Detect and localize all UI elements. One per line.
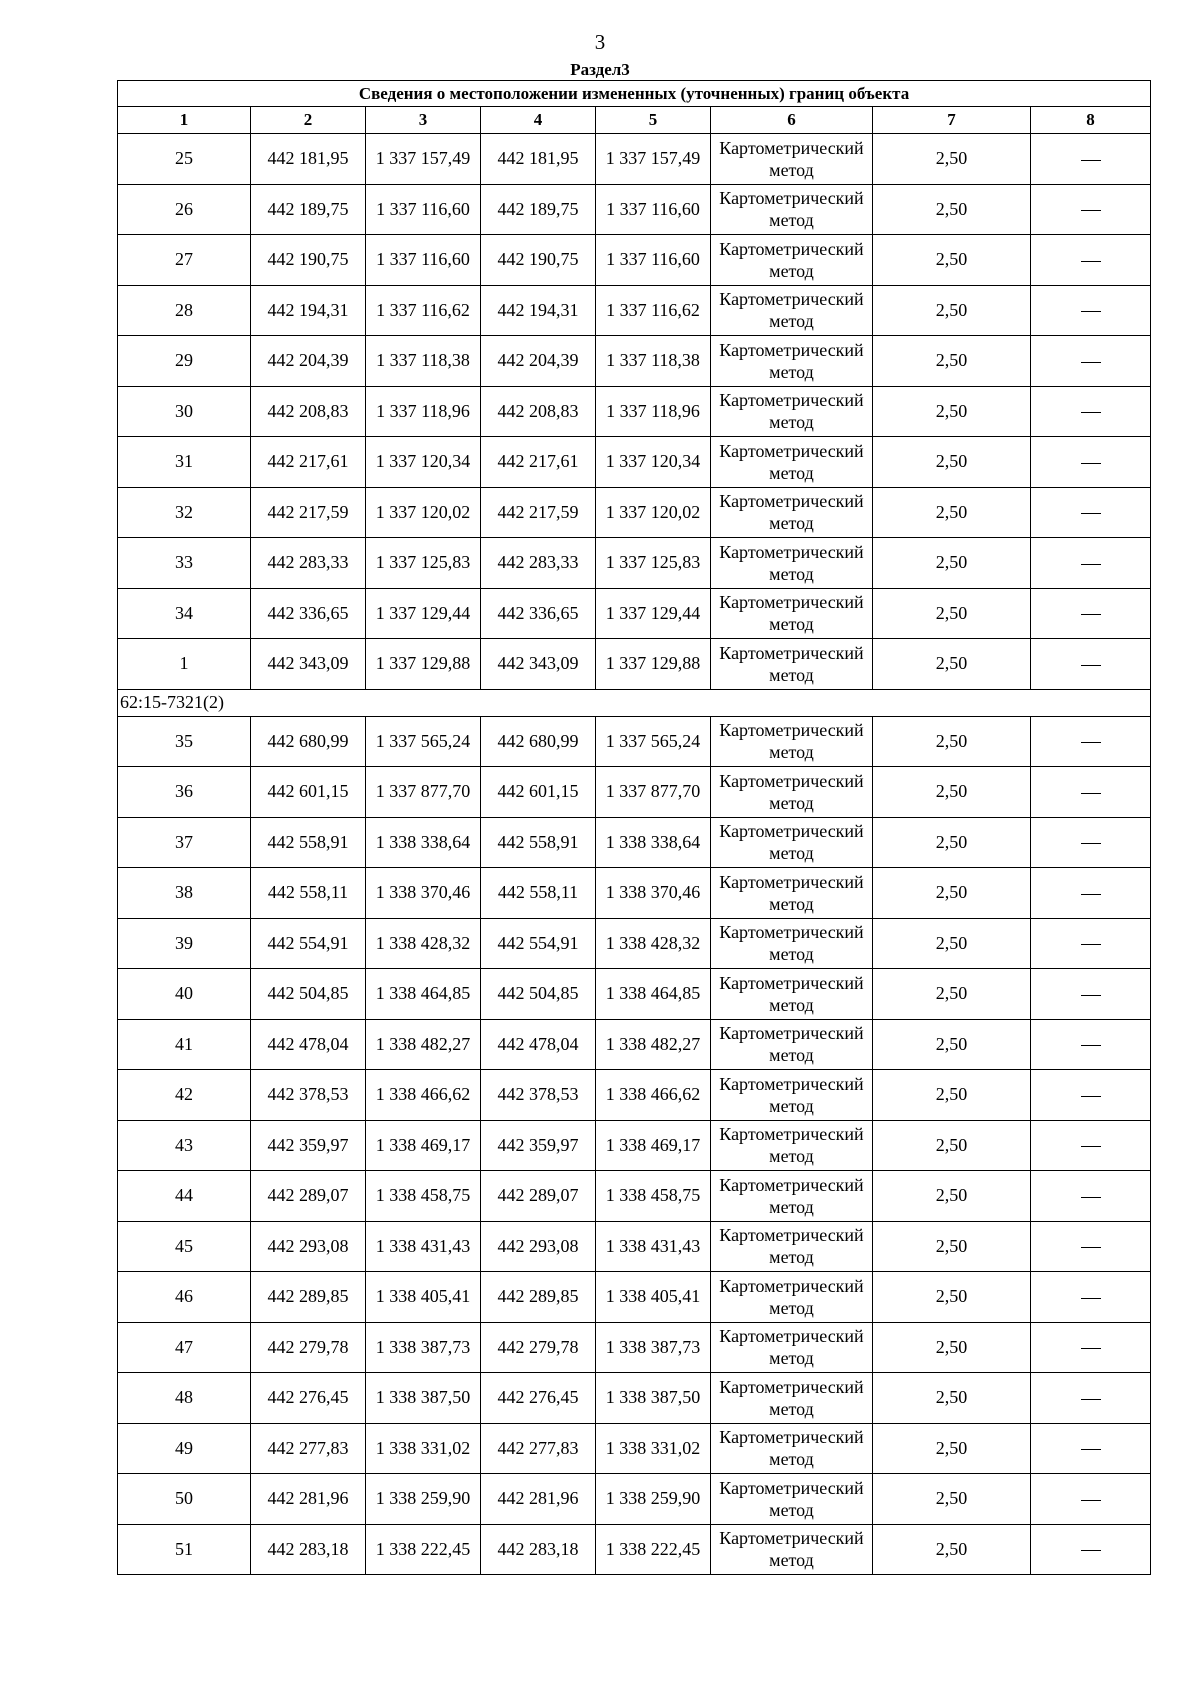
dash-mark <box>1081 1550 1101 1551</box>
x-new-cell: 442 601,15 <box>481 767 596 818</box>
y-old-cell: 1 337 125,83 <box>366 538 481 589</box>
y-new-cell: 1 337 565,24 <box>596 716 711 767</box>
coordinates-table <box>117 80 1151 1575</box>
dash-mark <box>1081 995 1101 996</box>
x-new-cell: 442 181,95 <box>481 134 596 185</box>
method-cell: Картометрический метод <box>711 134 873 185</box>
description-cell <box>1031 235 1151 286</box>
point-number-cell: 38 <box>118 868 251 919</box>
y-new-cell: 1 338 370,46 <box>596 868 711 919</box>
dash-mark <box>1081 261 1101 262</box>
x-new-cell: 442 504,85 <box>481 969 596 1020</box>
y-new-cell: 1 337 120,34 <box>596 437 711 488</box>
dash-mark <box>1081 1348 1101 1349</box>
column-number: 7 <box>873 107 1031 134</box>
y-old-cell: 1 338 431,43 <box>366 1221 481 1272</box>
point-number-cell: 40 <box>118 969 251 1020</box>
column-number: 2 <box>251 107 366 134</box>
accuracy-cell: 2,50 <box>873 134 1031 185</box>
point-number-cell: 36 <box>118 767 251 818</box>
accuracy-cell: 2,50 <box>873 487 1031 538</box>
accuracy-cell: 2,50 <box>873 639 1031 690</box>
accuracy-cell: 2,50 <box>873 1019 1031 1070</box>
y-new-cell: 1 338 431,43 <box>596 1221 711 1272</box>
accuracy-cell: 2,50 <box>873 1423 1031 1474</box>
y-new-cell: 1 337 157,49 <box>596 134 711 185</box>
method-cell: Картометрический метод <box>711 918 873 969</box>
column-number: 8 <box>1031 107 1151 134</box>
dash-mark <box>1081 1399 1101 1400</box>
point-number-cell: 47 <box>118 1322 251 1373</box>
method-cell: Картометрический метод <box>711 868 873 919</box>
x-new-cell: 442 277,83 <box>481 1423 596 1474</box>
table-row <box>118 1272 1151 1323</box>
accuracy-cell: 2,50 <box>873 817 1031 868</box>
dash-mark <box>1081 412 1101 413</box>
y-new-cell: 1 337 125,83 <box>596 538 711 589</box>
y-old-cell: 1 338 387,73 <box>366 1322 481 1373</box>
column-number: 6 <box>711 107 873 134</box>
x-old-cell: 442 181,95 <box>251 134 366 185</box>
table-row <box>118 918 1151 969</box>
point-number-cell: 42 <box>118 1070 251 1121</box>
y-new-cell: 1 337 120,02 <box>596 487 711 538</box>
y-new-cell: 1 338 222,45 <box>596 1524 711 1575</box>
page-number: 3 <box>594 30 606 54</box>
point-number-cell: 48 <box>118 1373 251 1424</box>
method-cell: Картометрический метод <box>711 639 873 690</box>
method-cell: Картометрический метод <box>711 1171 873 1222</box>
y-old-cell: 1 338 482,27 <box>366 1019 481 1070</box>
x-old-cell: 442 217,59 <box>251 487 366 538</box>
x-new-cell: 442 190,75 <box>481 235 596 286</box>
description-cell <box>1031 1524 1151 1575</box>
x-old-cell: 442 190,75 <box>251 235 366 286</box>
description-cell <box>1031 487 1151 538</box>
description-cell <box>1031 918 1151 969</box>
point-number-cell: 45 <box>118 1221 251 1272</box>
point-number-cell: 37 <box>118 817 251 868</box>
point-number-cell: 46 <box>118 1272 251 1323</box>
method-cell: Картометрический метод <box>711 1272 873 1323</box>
method-cell: Картометрический метод <box>711 487 873 538</box>
table-row <box>118 134 1151 185</box>
description-cell <box>1031 134 1151 185</box>
dash-mark <box>1081 210 1101 211</box>
table-row <box>118 868 1151 919</box>
y-old-cell: 1 337 157,49 <box>366 134 481 185</box>
accuracy-cell: 2,50 <box>873 1373 1031 1424</box>
x-new-cell: 442 283,18 <box>481 1524 596 1575</box>
y-new-cell: 1 338 466,62 <box>596 1070 711 1121</box>
x-old-cell: 442 601,15 <box>251 767 366 818</box>
dash-mark <box>1081 362 1101 363</box>
table-row <box>118 336 1151 387</box>
point-number-cell: 27 <box>118 235 251 286</box>
y-new-cell: 1 337 877,70 <box>596 767 711 818</box>
y-new-cell: 1 338 338,64 <box>596 817 711 868</box>
x-old-cell: 442 283,33 <box>251 538 366 589</box>
point-number-cell: 50 <box>118 1474 251 1525</box>
x-new-cell: 442 336,65 <box>481 588 596 639</box>
description-cell <box>1031 1373 1151 1424</box>
x-new-cell: 442 189,75 <box>481 184 596 235</box>
table-caption: Сведения о местоположении измененных (уточненных) границ объекта <box>118 81 1151 107</box>
section-title: Раздел3 <box>570 60 630 79</box>
dash-mark <box>1081 1449 1101 1450</box>
description-cell <box>1031 285 1151 336</box>
y-old-cell: 1 338 338,64 <box>366 817 481 868</box>
point-number-cell: 34 <box>118 588 251 639</box>
dash-mark <box>1081 665 1101 666</box>
y-old-cell: 1 338 464,85 <box>366 969 481 1020</box>
x-new-cell: 442 343,09 <box>481 639 596 690</box>
accuracy-cell: 2,50 <box>873 437 1031 488</box>
table-row <box>118 538 1151 589</box>
y-old-cell: 1 338 466,62 <box>366 1070 481 1121</box>
method-cell: Картометрический метод <box>711 1070 873 1121</box>
point-number-cell: 39 <box>118 918 251 969</box>
table-row <box>118 969 1151 1020</box>
table-row <box>118 1322 1151 1373</box>
table-row <box>118 1019 1151 1070</box>
point-number-cell: 35 <box>118 716 251 767</box>
x-old-cell: 442 478,04 <box>251 1019 366 1070</box>
x-new-cell: 442 378,53 <box>481 1070 596 1121</box>
y-new-cell: 1 338 331,02 <box>596 1423 711 1474</box>
description-cell <box>1031 969 1151 1020</box>
accuracy-cell: 2,50 <box>873 588 1031 639</box>
x-old-cell: 442 189,75 <box>251 184 366 235</box>
table-row <box>118 1373 1151 1424</box>
point-number-cell: 1 <box>118 639 251 690</box>
x-new-cell: 442 217,59 <box>481 487 596 538</box>
method-cell: Картометрический метод <box>711 1524 873 1575</box>
y-old-cell: 1 337 116,62 <box>366 285 481 336</box>
accuracy-cell: 2,50 <box>873 235 1031 286</box>
y-new-cell: 1 337 118,38 <box>596 336 711 387</box>
point-number-cell: 41 <box>118 1019 251 1070</box>
table-row <box>118 235 1151 286</box>
x-new-cell: 442 276,45 <box>481 1373 596 1424</box>
description-cell <box>1031 1423 1151 1474</box>
table-row <box>118 639 1151 690</box>
y-old-cell: 1 338 405,41 <box>366 1272 481 1323</box>
description-cell <box>1031 386 1151 437</box>
point-number-cell: 43 <box>118 1120 251 1171</box>
x-new-cell: 442 558,11 <box>481 868 596 919</box>
x-old-cell: 442 194,31 <box>251 285 366 336</box>
x-old-cell: 442 336,65 <box>251 588 366 639</box>
description-cell <box>1031 1272 1151 1323</box>
accuracy-cell: 2,50 <box>873 868 1031 919</box>
x-old-cell: 442 277,83 <box>251 1423 366 1474</box>
description-cell <box>1031 1322 1151 1373</box>
description-cell <box>1031 538 1151 589</box>
column-number: 4 <box>481 107 596 134</box>
dash-mark <box>1081 944 1101 945</box>
y-new-cell: 1 338 458,75 <box>596 1171 711 1222</box>
x-new-cell: 442 281,96 <box>481 1474 596 1525</box>
accuracy-cell: 2,50 <box>873 1171 1031 1222</box>
x-old-cell: 442 289,85 <box>251 1272 366 1323</box>
method-cell: Картометрический метод <box>711 1221 873 1272</box>
method-cell: Картометрический метод <box>711 716 873 767</box>
description-cell <box>1031 868 1151 919</box>
x-new-cell: 442 554,91 <box>481 918 596 969</box>
y-old-cell: 1 338 458,75 <box>366 1171 481 1222</box>
accuracy-cell: 2,50 <box>873 1524 1031 1575</box>
dash-mark <box>1081 513 1101 514</box>
point-number-cell: 29 <box>118 336 251 387</box>
point-number-cell: 28 <box>118 285 251 336</box>
x-new-cell: 442 478,04 <box>481 1019 596 1070</box>
table-row <box>118 1120 1151 1171</box>
method-cell: Картометрический метод <box>711 1423 873 1474</box>
y-old-cell: 1 337 120,34 <box>366 437 481 488</box>
method-cell: Картометрический метод <box>711 1373 873 1424</box>
table-row <box>118 1474 1151 1525</box>
dash-mark <box>1081 894 1101 895</box>
table-row <box>118 588 1151 639</box>
accuracy-cell: 2,50 <box>873 1322 1031 1373</box>
description-cell <box>1031 817 1151 868</box>
y-new-cell: 1 338 387,50 <box>596 1373 711 1424</box>
accuracy-cell: 2,50 <box>873 285 1031 336</box>
x-old-cell: 442 283,18 <box>251 1524 366 1575</box>
dash-mark <box>1081 1096 1101 1097</box>
point-number-cell: 31 <box>118 437 251 488</box>
accuracy-cell: 2,50 <box>873 184 1031 235</box>
y-old-cell: 1 338 259,90 <box>366 1474 481 1525</box>
dash-mark <box>1081 614 1101 615</box>
y-new-cell: 1 337 129,88 <box>596 639 711 690</box>
x-old-cell: 442 558,11 <box>251 868 366 919</box>
x-old-cell: 442 343,09 <box>251 639 366 690</box>
y-old-cell: 1 337 565,24 <box>366 716 481 767</box>
x-old-cell: 442 554,91 <box>251 918 366 969</box>
y-old-cell: 1 337 877,70 <box>366 767 481 818</box>
y-new-cell: 1 338 428,32 <box>596 918 711 969</box>
point-number-cell: 51 <box>118 1524 251 1575</box>
dash-mark <box>1081 311 1101 312</box>
method-cell: Картометрический метод <box>711 1322 873 1373</box>
y-new-cell: 1 338 387,73 <box>596 1322 711 1373</box>
description-cell <box>1031 184 1151 235</box>
y-new-cell: 1 337 116,60 <box>596 235 711 286</box>
y-new-cell: 1 338 405,41 <box>596 1272 711 1323</box>
y-old-cell: 1 337 120,02 <box>366 487 481 538</box>
column-number: 3 <box>366 107 481 134</box>
table-row <box>118 817 1151 868</box>
y-old-cell: 1 338 331,02 <box>366 1423 481 1474</box>
y-old-cell: 1 337 116,60 <box>366 184 481 235</box>
description-cell <box>1031 716 1151 767</box>
point-number-cell: 26 <box>118 184 251 235</box>
dash-mark <box>1081 793 1101 794</box>
x-old-cell: 442 293,08 <box>251 1221 366 1272</box>
table-row <box>118 1423 1151 1474</box>
accuracy-cell: 2,50 <box>873 716 1031 767</box>
description-cell <box>1031 1120 1151 1171</box>
y-old-cell: 1 337 129,88 <box>366 639 481 690</box>
dash-mark <box>1081 1298 1101 1299</box>
column-number: 1 <box>118 107 251 134</box>
x-old-cell: 442 289,07 <box>251 1171 366 1222</box>
description-cell <box>1031 1474 1151 1525</box>
method-cell: Картометрический метод <box>711 437 873 488</box>
group-row <box>118 689 1151 716</box>
dash-mark <box>1081 1045 1101 1046</box>
x-old-cell: 442 359,97 <box>251 1120 366 1171</box>
y-old-cell: 1 337 129,44 <box>366 588 481 639</box>
table-row <box>118 767 1151 818</box>
x-new-cell: 442 289,07 <box>481 1171 596 1222</box>
y-old-cell: 1 338 222,45 <box>366 1524 481 1575</box>
description-cell <box>1031 1070 1151 1121</box>
x-new-cell: 442 359,97 <box>481 1120 596 1171</box>
y-old-cell: 1 338 469,17 <box>366 1120 481 1171</box>
accuracy-cell: 2,50 <box>873 1120 1031 1171</box>
table-row <box>118 285 1151 336</box>
y-new-cell: 1 337 116,62 <box>596 285 711 336</box>
y-old-cell: 1 337 116,60 <box>366 235 481 286</box>
description-cell <box>1031 1019 1151 1070</box>
point-number-cell: 30 <box>118 386 251 437</box>
x-new-cell: 442 204,39 <box>481 336 596 387</box>
x-new-cell: 442 680,99 <box>481 716 596 767</box>
method-cell: Картометрический метод <box>711 184 873 235</box>
point-number-cell: 49 <box>118 1423 251 1474</box>
table-row <box>118 1221 1151 1272</box>
table-row <box>118 487 1151 538</box>
description-cell <box>1031 336 1151 387</box>
column-number-row <box>118 107 1151 134</box>
method-cell: Картометрический метод <box>711 538 873 589</box>
accuracy-cell: 2,50 <box>873 1070 1031 1121</box>
y-new-cell: 1 337 118,96 <box>596 386 711 437</box>
x-new-cell: 442 217,61 <box>481 437 596 488</box>
table-body <box>118 134 1151 1575</box>
y-new-cell: 1 337 129,44 <box>596 588 711 639</box>
y-old-cell: 1 338 387,50 <box>366 1373 481 1424</box>
table-row <box>118 386 1151 437</box>
point-number-cell: 32 <box>118 487 251 538</box>
accuracy-cell: 2,50 <box>873 386 1031 437</box>
x-new-cell: 442 289,85 <box>481 1272 596 1323</box>
group-label: 62:15-7321(2) <box>118 689 1151 716</box>
accuracy-cell: 2,50 <box>873 538 1031 589</box>
x-old-cell: 442 504,85 <box>251 969 366 1020</box>
accuracy-cell: 2,50 <box>873 767 1031 818</box>
method-cell: Картометрический метод <box>711 1019 873 1070</box>
x-old-cell: 442 378,53 <box>251 1070 366 1121</box>
point-number-cell: 44 <box>118 1171 251 1222</box>
x-old-cell: 442 204,39 <box>251 336 366 387</box>
dash-mark <box>1081 463 1101 464</box>
accuracy-cell: 2,50 <box>873 969 1031 1020</box>
method-cell: Картометрический метод <box>711 336 873 387</box>
method-cell: Картометрический метод <box>711 1474 873 1525</box>
dash-mark <box>1081 742 1101 743</box>
method-cell: Картометрический метод <box>711 817 873 868</box>
point-number-cell: 33 <box>118 538 251 589</box>
y-old-cell: 1 338 428,32 <box>366 918 481 969</box>
accuracy-cell: 2,50 <box>873 1221 1031 1272</box>
point-number-cell: 25 <box>118 134 251 185</box>
dash-mark <box>1081 160 1101 161</box>
accuracy-cell: 2,50 <box>873 1474 1031 1525</box>
x-new-cell: 442 558,91 <box>481 817 596 868</box>
x-old-cell: 442 680,99 <box>251 716 366 767</box>
method-cell: Картометрический метод <box>711 235 873 286</box>
method-cell: Картометрический метод <box>711 969 873 1020</box>
y-old-cell: 1 337 118,38 <box>366 336 481 387</box>
y-new-cell: 1 338 464,85 <box>596 969 711 1020</box>
x-old-cell: 442 281,96 <box>251 1474 366 1525</box>
x-old-cell: 442 276,45 <box>251 1373 366 1424</box>
dash-mark <box>1081 564 1101 565</box>
y-old-cell: 1 338 370,46 <box>366 868 481 919</box>
y-new-cell: 1 337 116,60 <box>596 184 711 235</box>
method-cell: Картометрический метод <box>711 1120 873 1171</box>
y-new-cell: 1 338 482,27 <box>596 1019 711 1070</box>
y-new-cell: 1 338 469,17 <box>596 1120 711 1171</box>
dash-mark <box>1081 1146 1101 1147</box>
column-number: 5 <box>596 107 711 134</box>
method-cell: Картометрический метод <box>711 386 873 437</box>
description-cell <box>1031 588 1151 639</box>
x-new-cell: 442 194,31 <box>481 285 596 336</box>
dash-mark <box>1081 1197 1101 1198</box>
dash-mark <box>1081 1500 1101 1501</box>
accuracy-cell: 2,50 <box>873 1272 1031 1323</box>
table-row <box>118 437 1151 488</box>
x-new-cell: 442 208,83 <box>481 386 596 437</box>
y-new-cell: 1 338 259,90 <box>596 1474 711 1525</box>
x-new-cell: 442 283,33 <box>481 538 596 589</box>
table-row <box>118 1524 1151 1575</box>
x-new-cell: 442 279,78 <box>481 1322 596 1373</box>
table-row <box>118 1070 1151 1121</box>
x-old-cell: 442 279,78 <box>251 1322 366 1373</box>
table-row <box>118 184 1151 235</box>
accuracy-cell: 2,50 <box>873 336 1031 387</box>
method-cell: Картометрический метод <box>711 285 873 336</box>
x-old-cell: 442 217,61 <box>251 437 366 488</box>
method-cell: Картометрический метод <box>711 588 873 639</box>
description-cell <box>1031 1171 1151 1222</box>
x-old-cell: 442 208,83 <box>251 386 366 437</box>
method-cell: Картометрический метод <box>711 767 873 818</box>
dash-mark <box>1081 843 1101 844</box>
accuracy-cell: 2,50 <box>873 918 1031 969</box>
dash-mark <box>1081 1247 1101 1248</box>
description-cell <box>1031 1221 1151 1272</box>
description-cell <box>1031 767 1151 818</box>
description-cell <box>1031 639 1151 690</box>
description-cell <box>1031 437 1151 488</box>
x-old-cell: 442 558,91 <box>251 817 366 868</box>
table-row <box>118 1171 1151 1222</box>
table-row <box>118 716 1151 767</box>
x-new-cell: 442 293,08 <box>481 1221 596 1272</box>
y-old-cell: 1 337 118,96 <box>366 386 481 437</box>
